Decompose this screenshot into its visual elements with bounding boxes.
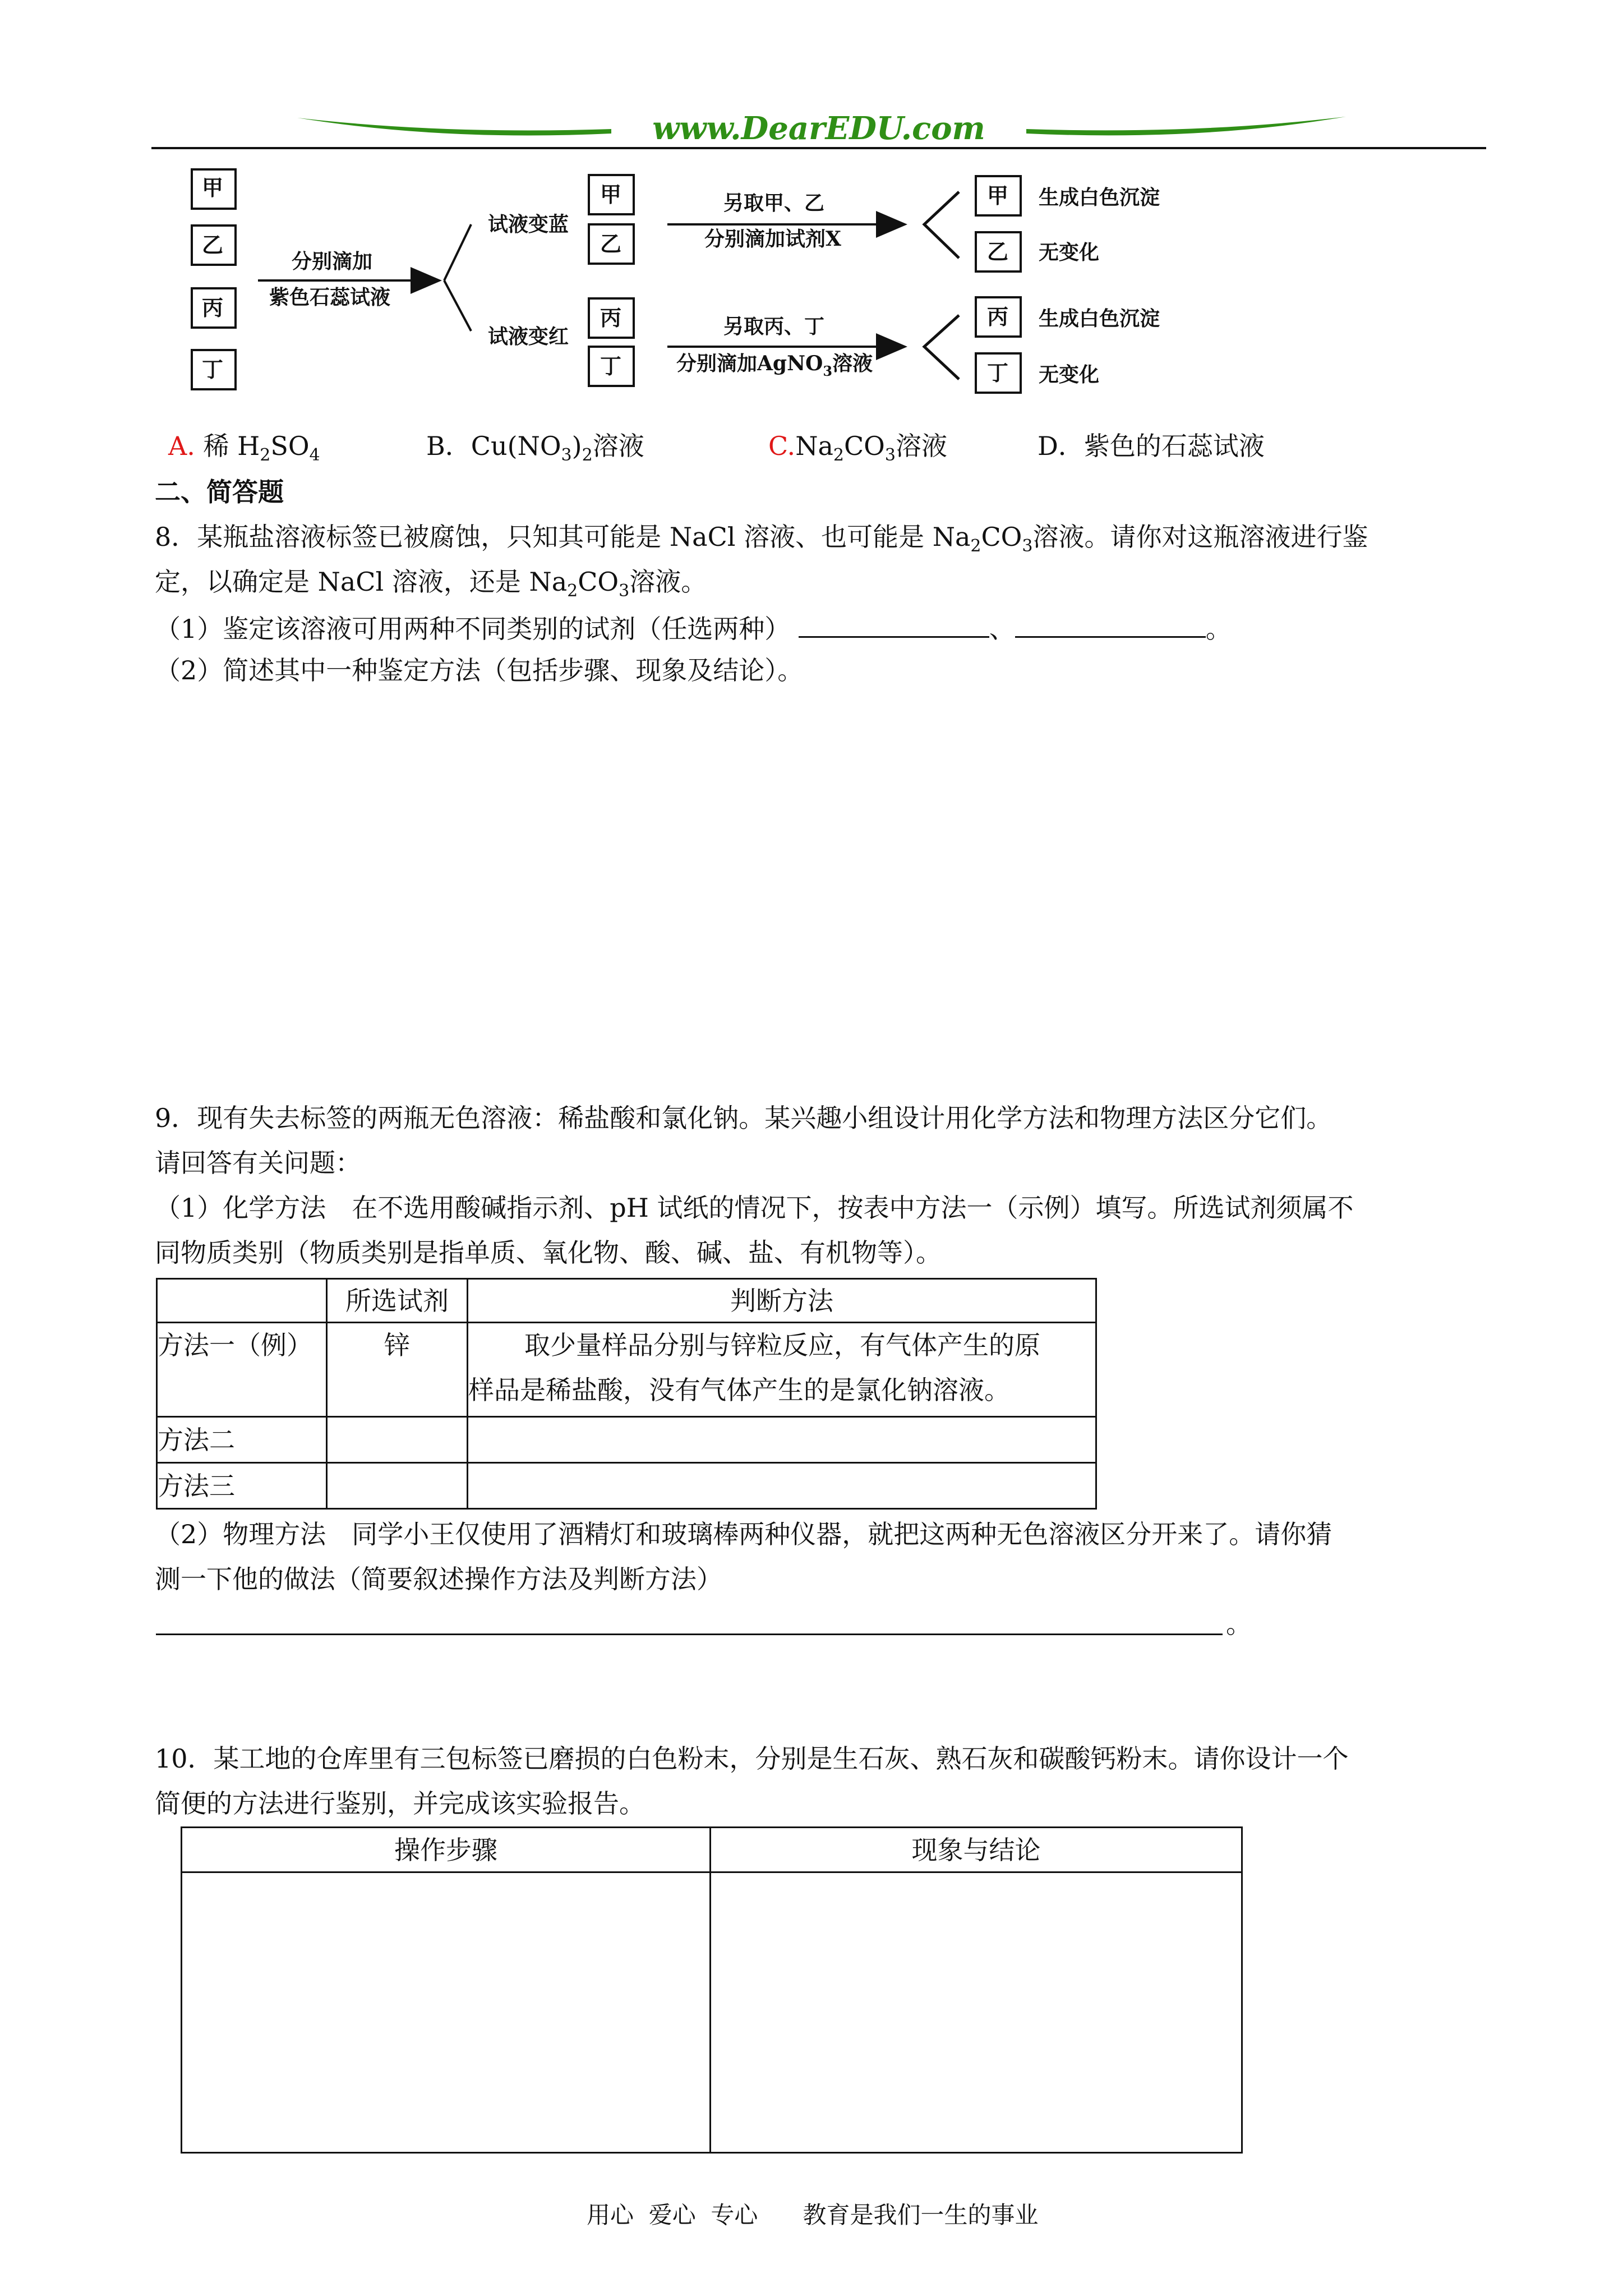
flow-box-ding: 丁: [202, 357, 224, 382]
q9-line6: 测一下他的做法（简要叙述操作方法及判断方法）: [155, 1564, 722, 1594]
flow-arrow-bottom-2: [676, 352, 873, 379]
flow-diagram: [185, 163, 1195, 409]
flow-box-jia: 甲: [202, 175, 224, 200]
option-c-text: Na: [795, 431, 833, 461]
q8-line1sub1: 2: [970, 536, 981, 556]
q9-row2-label: 方法二: [157, 1417, 327, 1463]
q10-line2: 简便的方法进行鉴别，并完成该实验报告。: [155, 1788, 645, 1819]
q9-row2-method-cell[interactable]: [468, 1417, 1096, 1463]
option-a-letter: A.: [168, 431, 195, 461]
option-b-sub2: 2: [582, 445, 593, 465]
q9-table-row: [157, 1323, 1096, 1417]
q8-line2sub2: 3: [619, 581, 630, 601]
option-a-text: 稀 H: [203, 431, 260, 461]
option-a: [168, 431, 320, 465]
q8-line1b: CO: [981, 522, 1022, 552]
q9-line3: （1）化学方法 在不选用酸碱指示剂、pH 试纸的情况下，按表中方法一（示例）填写。所选试剂须属不: [155, 1193, 1354, 1223]
page-footer: 用心 爱心 专心 教育是我们一生的事业: [587, 2201, 1039, 2229]
q8-sub1: [155, 614, 1232, 642]
flow-right-text-jia: 生成白色沉淀: [1039, 186, 1160, 209]
flow-arrow-top-2: 分别滴加试剂X: [704, 227, 841, 251]
option-b-text2: ): [571, 431, 582, 461]
option-c: [768, 431, 947, 465]
option-b-sub1: 3: [561, 445, 572, 465]
flow-box-yi: 乙: [202, 232, 224, 257]
option-a-sub2: 4: [309, 445, 320, 465]
q8-line2sub1: 2: [567, 581, 578, 601]
q9-answer-line[interactable]: [156, 1634, 1223, 1635]
option-a-sub1: 2: [260, 445, 271, 465]
q9-line1: 9．现有失去标签的两瓶无色溶液：稀盐酸和氯化钠。某兴趣小组设计用化学方法和物理方法区分它们。: [155, 1103, 1332, 1133]
q9-line5: （2）物理方法 同学小王仅使用了酒精灯和玻璃棒两种仪器，就把这两种无色溶液区分开来了。请你猜: [155, 1519, 1332, 1549]
q8-line2c: 溶液。: [629, 567, 707, 597]
option-b-text: B．Cu(NO: [426, 431, 561, 461]
flow-right-text-yi: 无变化: [1039, 241, 1100, 264]
q9-row3-reagent-cell[interactable]: [327, 1463, 468, 1509]
option-c-letter: C.: [768, 431, 796, 461]
option-c-sub2: 3: [884, 445, 896, 465]
flow-step1-top: 分别滴加: [292, 250, 373, 273]
flow-branch-bottom: 试液变红: [488, 325, 569, 348]
q9-row1-method-line1: 取少量样品分别与锌粒反应，有气体产生的原: [524, 1330, 1040, 1360]
q9-header-reagent: 所选试剂: [327, 1279, 468, 1323]
section-title: 二、简答题: [155, 477, 284, 507]
q9-row3-method-cell[interactable]: [468, 1463, 1096, 1509]
q9-row1-method: [468, 1323, 1096, 1417]
flow-box-bing: 丙: [202, 295, 224, 320]
flow-mid-box-jia: 甲: [600, 182, 622, 207]
flow-arrow-bottom-1: 另取丙、丁: [723, 315, 825, 338]
q9-row1-method-line2: 样品是稀盐酸，没有气体产生的是氯化钠溶液。: [468, 1375, 1010, 1405]
q8-sub1-text: （1）鉴定该溶液可用两种不同类别的试剂（任选两种）: [155, 614, 791, 644]
header-site-name: www.DearEDU.com: [652, 110, 985, 147]
q10-line1: 10．某工地的仓库里有三包标签已磨损的白色粉末，分别是生石灰、熟石灰和碳酸钙粉末。请你设计一个: [155, 1743, 1349, 1774]
q8-sub1-sep: 、: [989, 614, 1015, 644]
q9-row1-label: 方法一（例）: [157, 1323, 327, 1417]
flow-arrow-bottom-2a: 分别滴加AgNO: [676, 352, 823, 375]
q8-line2a: 定，以确定是 NaCl 溶液，还是 Na: [155, 567, 568, 597]
option-b: [426, 431, 644, 465]
flow-right-box-jia: 甲: [987, 183, 1009, 208]
q8-sub2: （2）简述其中一种鉴定方法（包括步骤、现象及结论）。: [155, 655, 804, 685]
flow-arrow-bottom-2sub: 3: [823, 363, 833, 379]
q9-header-method: 判断方法: [468, 1279, 1096, 1323]
q9-table-row: [157, 1417, 1096, 1463]
q10-results-cell[interactable]: [711, 1872, 1242, 2153]
q10-table-row: [182, 1872, 1242, 2153]
q8-line1c: 溶液。请你对这瓶溶液进行鉴: [1032, 522, 1368, 552]
flow-branch-top: 试液变蓝: [488, 213, 569, 236]
q8-line1sub2: 3: [1022, 536, 1033, 556]
flow-right-text-bing: 生成白色沉淀: [1039, 307, 1160, 330]
q9-row2-reagent-cell[interactable]: [327, 1417, 468, 1463]
flow-mid-box-yi: 乙: [600, 231, 622, 256]
q8-answer-blank-2[interactable]: [1015, 614, 1206, 638]
header-rule: [151, 147, 1486, 149]
option-c-sub1: 2: [833, 445, 844, 465]
q9-line2: 请回答有关问题：: [155, 1148, 361, 1178]
q9-row3-label: 方法三: [157, 1463, 327, 1509]
option-d: D．紫色的石蕊试液: [1038, 431, 1265, 461]
flow-right-box-bing: 丙: [987, 304, 1009, 329]
q9-header-empty: [157, 1279, 327, 1323]
q10-header-results: 现象与结论: [711, 1828, 1242, 1872]
option-c-text3: 溶液: [895, 431, 947, 461]
flow-right-box-yi: 乙: [987, 239, 1009, 264]
q10-table-header-row: [182, 1828, 1242, 1872]
q8-line1: [155, 522, 1368, 556]
header-banner: [151, 107, 1486, 151]
q8-line2: [155, 567, 707, 601]
q10-header-steps: 操作步骤: [182, 1828, 711, 1872]
q9-line4: 同物质类别（物质类别是指单质、氧化物、酸、碱、盐、有机物等）。: [155, 1237, 942, 1268]
q9-line7-end: 。: [1226, 1609, 1252, 1639]
flow-step1-bottom: 紫色石蕊试液: [269, 286, 391, 309]
q9-table-header-row: [157, 1279, 1096, 1323]
option-c-text2: CO: [843, 431, 885, 461]
flow-mid-box-ding: 丁: [600, 353, 622, 379]
option-b-text3: 溶液: [592, 431, 644, 461]
q9-row1-reagent: 锌: [327, 1323, 468, 1417]
option-a-text2: SO: [270, 431, 310, 461]
q8-sub1-end: 。: [1205, 614, 1232, 644]
q9-table: [156, 1278, 1097, 1510]
q9-table-row: [157, 1463, 1096, 1509]
flow-right-box-ding: 丁: [987, 360, 1009, 385]
q8-line2b: CO: [578, 567, 619, 597]
flow-right-text-ding: 无变化: [1039, 363, 1100, 386]
q10-table: [181, 1826, 1243, 2154]
q10-steps-cell[interactable]: [182, 1872, 711, 2153]
q8-line1a: 8．某瓶盐溶液标签已被腐蚀，只知其可能是 NaCl 溶液、也可能是 Na: [155, 522, 971, 552]
q8-answer-blank-1[interactable]: [799, 614, 989, 638]
flow-arrow-top-1: 另取甲、乙: [723, 191, 825, 215]
flow-arrow-bottom-2b: 溶液: [832, 352, 873, 375]
flow-mid-box-bing: 丙: [600, 305, 622, 330]
